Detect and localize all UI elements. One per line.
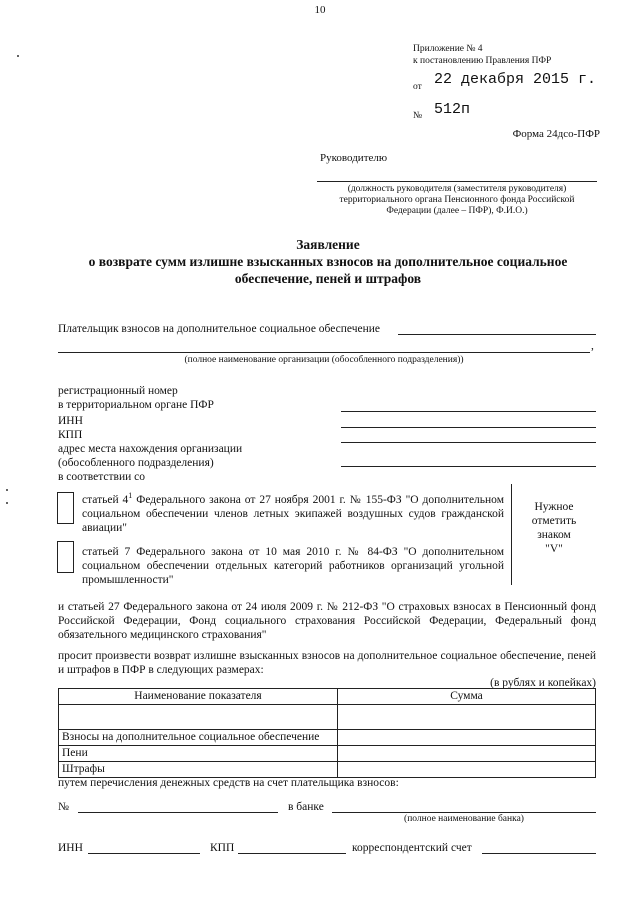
bank-hint: (полное наименование банка) bbox=[404, 814, 524, 824]
form-code: Форма 24дсо-ПФР bbox=[512, 128, 600, 140]
table-row bbox=[59, 730, 596, 746]
corr-account-input[interactable] bbox=[482, 853, 596, 854]
col-sum-header: Сумма bbox=[338, 689, 596, 705]
units-note: (в рублях и копейках) bbox=[490, 677, 596, 689]
request-paragraph: просит произвести возврат излишне взысканных взносов на дополнительное социальное обеспечение, пеней и штрафов в ПФР в следующих размерах: bbox=[58, 650, 596, 676]
appendix-label: Приложение № 4 bbox=[413, 44, 483, 54]
addressee-input-line[interactable] bbox=[317, 181, 597, 182]
transfer-text: путем перечисления денежных средств на счет плательщика взносов: bbox=[58, 777, 399, 789]
kpp-input[interactable] bbox=[341, 442, 596, 443]
addressee-label: Руководителю bbox=[320, 152, 388, 164]
page-number: 10 bbox=[314, 4, 326, 16]
row-name: Пени bbox=[59, 746, 338, 762]
inn-label: ИНН bbox=[58, 415, 83, 427]
margin-dot bbox=[6, 502, 8, 504]
payer-comma: , bbox=[591, 340, 594, 352]
reg-number-input[interactable] bbox=[341, 411, 596, 412]
account-number-label: № bbox=[58, 801, 69, 813]
reg-number-label: регистрационный номер в территориальном органе ПФР bbox=[58, 385, 214, 411]
bank-label: в банке bbox=[288, 801, 324, 813]
note-bracket bbox=[511, 484, 512, 585]
payer-kpp-input[interactable] bbox=[238, 853, 346, 854]
payer-label: Плательщик взносов на дополнительное социальное обеспечение bbox=[58, 323, 381, 335]
bank-name-input[interactable] bbox=[332, 812, 596, 813]
payer-inn-input[interactable] bbox=[88, 853, 200, 854]
option2-checkbox[interactable] bbox=[57, 541, 74, 573]
col-name-header: Наименование показателя bbox=[59, 689, 338, 705]
decree-label: к постановлению Правления ПФР bbox=[413, 56, 552, 66]
account-number-input[interactable] bbox=[78, 812, 278, 813]
decree-date: 22 декабря 2015 г. bbox=[434, 71, 597, 88]
mark-note: Нужное отметить знаком "V" bbox=[531, 501, 577, 555]
payer-input-line-2[interactable] bbox=[58, 352, 590, 353]
payer-input-line-1[interactable] bbox=[398, 334, 596, 335]
amounts-table bbox=[58, 688, 596, 778]
addressee-hint: (должность руководителя (заместителя руководителя) территориального органа Пенсионного фонда Российской Федерации (далее – ПФР), Ф.И.О.) bbox=[339, 184, 575, 216]
margin-dot bbox=[6, 489, 8, 491]
table-row bbox=[59, 746, 596, 762]
document-title: Заявление о возврате сумм излишне взысканных взносов на дополнительное социальное обеспечение, пеней и штрафов bbox=[88, 237, 568, 286]
according-label: в соответствии со bbox=[58, 471, 146, 483]
row-sum-input[interactable] bbox=[338, 746, 596, 762]
address-label: адрес места нахождения организации (обособленного подразделения) bbox=[58, 443, 243, 469]
row-sum-input[interactable] bbox=[338, 730, 596, 746]
corr-account-label: корреспондентский счет bbox=[352, 842, 472, 854]
address-input[interactable] bbox=[341, 466, 596, 467]
row-name: Взносы на дополнительное социальное обеспечение bbox=[59, 730, 338, 746]
decree-number: 512п bbox=[434, 101, 471, 118]
table-header-row bbox=[59, 689, 596, 705]
inn-input[interactable] bbox=[341, 427, 596, 428]
payer-inn-label: ИНН bbox=[58, 842, 83, 854]
date-prefix: от bbox=[413, 82, 422, 92]
payer-kpp-label: КПП bbox=[210, 842, 235, 854]
option1-checkbox[interactable] bbox=[57, 492, 74, 524]
row-name: Штрафы bbox=[59, 762, 338, 778]
payer-hint: (полное наименование организации (обособленного подразделения)) bbox=[184, 355, 464, 365]
law-paragraph: и статьей 27 Федерального закона от 24 июля 2009 г. № 212-ФЗ "О страховых взносах в Пенсионный фонд Российской Федерации, Фонд социального страхования Российской Федерации, Федеральный фонд обязательного медицинского страхования" bbox=[58, 601, 596, 641]
option1-text: статьей $4^1$ Федерального закона от 27 ноября 2001 г. № 155-ФЗ "О дополнительном социальном обеспечении членов летных экипажей воздушных судов гражданской авиации" bbox=[82, 491, 504, 534]
margin-dot bbox=[17, 55, 19, 57]
option2-text: статьей 7 Федерального закона от 10 мая 2010 г. № 84-ФЗ "О дополнительном социальном обеспечении отдельных категорий работников организаций угольной промышленности" bbox=[82, 546, 504, 586]
number-prefix: № bbox=[413, 111, 423, 121]
kpp-label: КПП bbox=[58, 429, 83, 441]
